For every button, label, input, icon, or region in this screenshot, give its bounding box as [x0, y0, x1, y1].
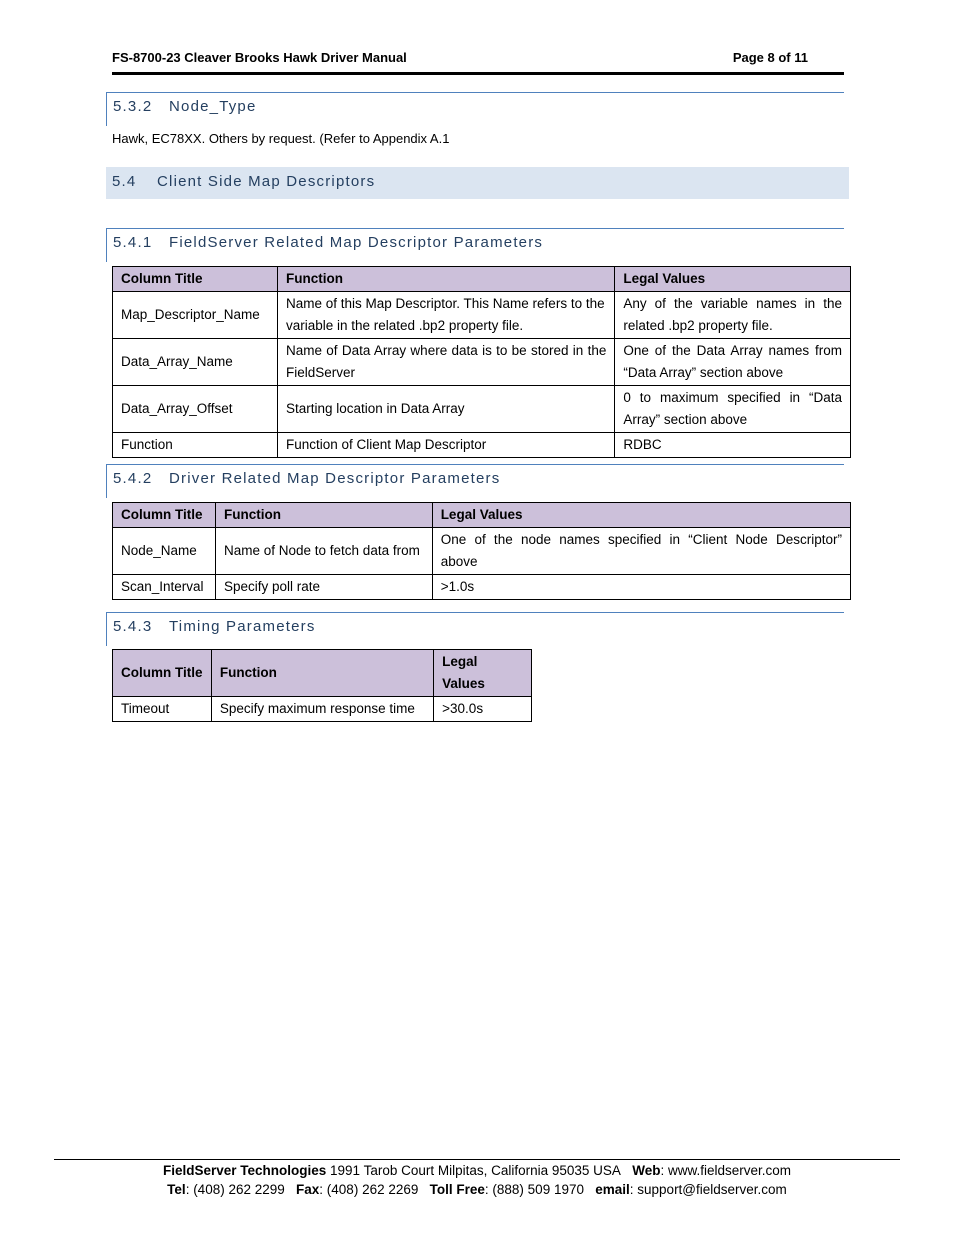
table-cell: Function [113, 433, 278, 458]
table-cell: Map_Descriptor_Name [113, 292, 278, 339]
table-cell: Function of Client Map Descriptor [277, 433, 614, 458]
fieldserver-map-descriptor-table [112, 266, 851, 458]
table-row [113, 386, 851, 433]
heading-5-3-2 [106, 92, 844, 126]
column-header: Legal Values [432, 503, 850, 528]
table-row [113, 528, 851, 575]
footer-tollfree: : (888) 509 1970 [484, 1182, 584, 1197]
table-row [113, 339, 851, 386]
heading-number: 5.4.3 [113, 618, 153, 635]
heading-5-4-1 [106, 228, 844, 262]
footer-web-label: Web [632, 1163, 661, 1178]
header-divider [112, 72, 844, 75]
table-cell: RDBC [615, 433, 851, 458]
table-cell: Any of the variable names in the related .bp2 property file. [615, 292, 851, 339]
heading-title: Driver Related Map Descriptor Parameters [169, 470, 501, 487]
table-cell: >1.0s [432, 575, 850, 600]
document-title: FS-8700-23 Cleaver Brooks Hawk Driver Manual [112, 50, 407, 65]
table-header-row [113, 267, 851, 292]
heading-number: 5.4 [112, 173, 137, 190]
footer-tel: : (408) 262 2299 [185, 1182, 285, 1197]
page-number: Page 8 of 11 [732, 50, 808, 65]
table-cell: Scan_Interval [113, 575, 216, 600]
table-cell: Name of this Map Descriptor. This Name refers to the variable in the related .bp2 property file. [277, 292, 614, 339]
table-cell: Timeout [113, 697, 212, 722]
column-header: Column Title [113, 650, 212, 697]
driver-map-descriptor-table [112, 502, 851, 600]
heading-5-4-2 [106, 464, 844, 498]
footer-tel-label: Tel [167, 1182, 186, 1197]
table-header-row [113, 650, 532, 697]
heading-5-4 [106, 167, 849, 199]
heading-5-4-3 [106, 612, 844, 646]
heading-number: 5.3.2 [113, 98, 153, 115]
column-header: Function [277, 267, 614, 292]
footer-tollfree-label: Toll Free [429, 1182, 485, 1197]
node-type-text: Hawk, EC78XX. Others by request. (Refer to Appendix A.1 [112, 131, 450, 146]
table-cell: Name of Node to fetch data from [215, 528, 432, 575]
column-header: Legal Values [615, 267, 851, 292]
column-header: Function [215, 503, 432, 528]
column-header: Column Title [113, 503, 216, 528]
table-cell: One of the Data Array names from “Data Array” section above [615, 339, 851, 386]
table-cell: 0 to maximum specified in “Data Array” section above [615, 386, 851, 433]
table-cell: Starting location in Data Array [277, 386, 614, 433]
footer-web: : www.fieldserver.com [660, 1163, 792, 1178]
heading-title: Node_Type [169, 98, 257, 115]
heading-number: 5.4.2 [113, 470, 153, 487]
table-cell: One of the node names specified in “Client Node Descriptor” above [432, 528, 850, 575]
table-cell: >30.0s [434, 697, 532, 722]
footer-email-label: email [595, 1182, 630, 1197]
table-row [113, 433, 851, 458]
table-cell: Specify maximum response time [211, 697, 433, 722]
table-cell: Node_Name [113, 528, 216, 575]
footer-line-1 [54, 1163, 900, 1178]
table-row [113, 575, 851, 600]
footer-line-2 [54, 1182, 900, 1197]
heading-title: Timing Parameters [169, 618, 316, 635]
column-header: Legal Values [434, 650, 532, 697]
footer-company: FieldServer Technologies [162, 1163, 327, 1178]
column-header: Column Title [113, 267, 278, 292]
heading-title: Client Side Map Descriptors [157, 173, 376, 190]
table-cell: Data_Array_Offset [113, 386, 278, 433]
footer-address: 1991 Tarob Court Milpitas, California 95035 USA [326, 1163, 621, 1178]
table-cell: Name of Data Array where data is to be stored in the FieldServer [277, 339, 614, 386]
table-row [113, 292, 851, 339]
column-header: Function [211, 650, 433, 697]
table-cell: Data_Array_Name [113, 339, 278, 386]
table-header-row [113, 503, 851, 528]
heading-title: FieldServer Related Map Descriptor Parameters [169, 234, 544, 251]
footer-divider [54, 1159, 900, 1160]
timing-parameters-table [112, 649, 532, 722]
table-row [113, 697, 532, 722]
heading-number: 5.4.1 [113, 234, 153, 251]
footer-email: : support@fieldserver.com [629, 1182, 787, 1197]
footer-fax-label: Fax [296, 1182, 320, 1197]
table-cell: Specify poll rate [215, 575, 432, 600]
footer-fax: : (408) 262 2269 [319, 1182, 419, 1197]
page-header [112, 50, 842, 72]
